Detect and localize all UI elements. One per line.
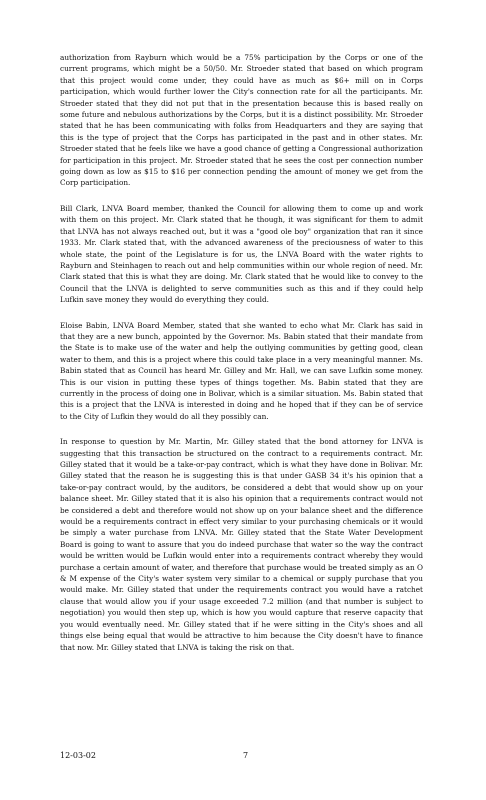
- paragraph-4: In response to question by Mr. Martin, Mr. Gilley stated that the bond attorney for LNVA is suggesting that this transaction be structured on the contract to a requirements contract. Mr. Gilley stated that it would be a take-or-pay contract, which is what they have done in Bolivar. Mr. Gilley stated that the reason he is suggesting this is that under GASB 34 it's his opinion that a take-or-pay contract would, by the auditors, be considered a debt that would show up on your balance sheet. Mr. Gilley stated that it is also his opinion that a requirements contract would not be considered a debt and therefore would not show up on your balance sheet and the difference would be a requirements contract in effect very similar to your purchasing chemicals or it would be simply a water purchase from LNVA. Mr. Gilley stated that the State Water Development Board is going to want to assure that you do indeed purchase that water so the way the contract would be written would be Lufkin would enter into a requirements contract whereby they would purchase a certain amount of water, and therefore that purchase would be treated simply as an O & M expense of the City's water system very similar to a chemical or supply purchase that you would make. Mr. Gilley stated that under the requirements contract you would have a ratchet clause that would allow you if your usage exceeded 7.2 million (and that number is subject to negotiation) you would then step up, which is how you would capture that reserve capacity that you would eventually need. Mr. Gilley stated that if he were sitting in the City's shoes and all things else being equal that would be attractive to him because the City doesn't have to finance that now. Mr. Gilley stated that LNVA is taking the risk on that.: [60, 437, 423, 652]
- minutes-body: [60, 52, 423, 667]
- paragraph-3: Eloise Babin, LNVA Board Member, stated that she wanted to echo what Mr. Clark has said in that they are a new bunch, appointed by the Governor. Ms. Babin stated that their mandate from the State is to make use of the water and help the outlying communities by getting good, clean water to them, and this is a project where this could take place in a very meaningful manner. Ms. Babin stated that as Council has heard Mr. Gilley and Mr. Hall, we can save Lufkin some money. This is our vision in putting these types of things together. Ms. Babin stated that they are currently in the process of doing one in Bolivar, which is a similar situation. Ms. Babin stated that this is a project that the LNVA is interested in doing and he hoped that if they can be of service to the City of Lufkin they would do all they possibly can.: [60, 320, 423, 421]
- paragraph-1: authorization from Rayburn which would be a 75% participation by the Corps or one of the current programs, which might be a 50/50. Mr. Stroeder stated that based on which program that this project would come under, they could have as much as $6+ mill on in Corps participation, which would further lower the City's connection rate for all the participants. Mr. Stroeder stated that they did not put that in the presentation because this is based really on some future and nebulous authorizations by the Corps, but it is a distinct possibility. Mr. Stroeder stated that he has been communicating with folks from Headquarters and they are saying that this is the type of project that the Corps has participated in the past and in other states. Mr. Stroeder stated that he feels like we have a good chance of getting a Congressional authorization for participation in this project. Mr. Stroeder stated that he sees the cost per connection number going down as low as $15 to $16 per connection pending the amount of money we get from the Corp participation.: [60, 53, 423, 188]
- paragraph-2: Bill Clark, LNVA Board member, thanked the Council for allowing them to come up and work with them on this project. Mr. Clark stated that he though, it was significant for them to admit that LNVA has not always reached out, but it was a "good ole boy" organization that ran it since 1933. Mr. Clark stated that, with the advanced awareness of the preciousness of water to this whole state, the point of the Legislature is for us, the LNVA Board with the water rights to Rayburn and Steinhagen to reach out and help communities within our whole region of need. Mr. Clark stated that this is what they are doing. Mr. Clark stated that he would like to convey to the Council that the LNVA is delighted to serve communities such as this and if they could help Lufkin save money they would do everything they could.: [60, 203, 423, 305]
- footer-date: 12-03-02: [60, 751, 96, 760]
- page-number: 7: [243, 751, 249, 760]
